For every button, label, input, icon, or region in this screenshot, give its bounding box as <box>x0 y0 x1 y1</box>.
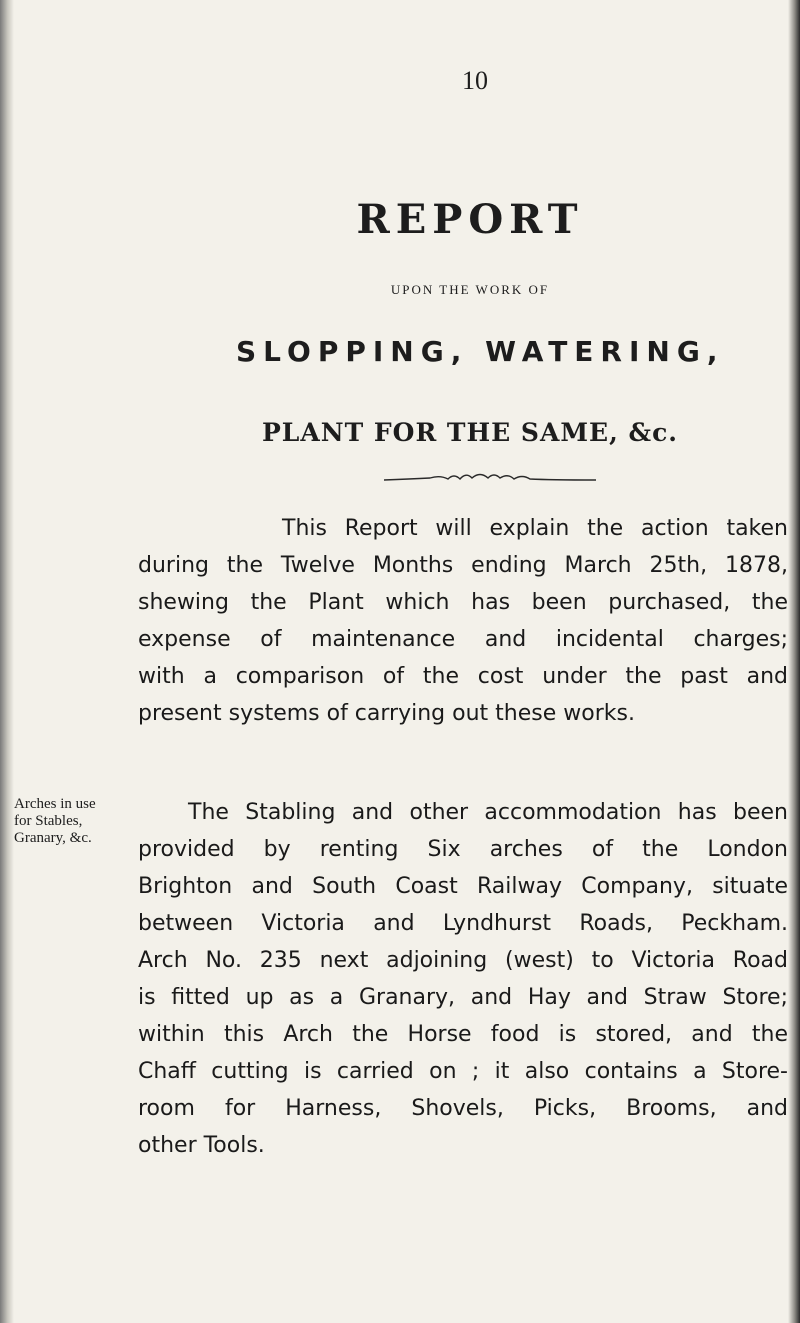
subtitle-main: SLOPPING, WATERING, <box>236 335 725 368</box>
margin-note-line: Arches in use <box>14 796 96 812</box>
margin-note <box>14 796 134 847</box>
paragraph-line: between Victoria and Lyndhurst Roads, Peckham. <box>138 911 788 936</box>
paragraph-line: during the Twelve Months ending March 25th, 1878, <box>138 553 788 578</box>
margin-note-line: Granary, &c. <box>14 830 92 846</box>
subtitle-upon: UPON THE WORK OF <box>390 282 550 297</box>
paragraph-line: with a comparison of the cost under the past and <box>138 664 788 689</box>
paragraph-line: room for Harness, Shovels, Picks, Brooms, and <box>138 1096 788 1121</box>
report-title: REPORT <box>356 196 584 243</box>
subtitle-plant: PLANT FOR THE SAME, &c. <box>261 418 678 447</box>
ornament-divider <box>380 470 600 488</box>
paragraph-line: shewing the Plant which has been purchased, the <box>138 590 788 615</box>
paragraph-line: other Tools. <box>138 1133 265 1158</box>
paragraph-line: provided by renting Six arches of the London <box>138 837 788 862</box>
stabling-paragraph <box>138 794 788 1164</box>
page-number: 10 <box>462 66 488 95</box>
paragraph-line: Arch No. 235 next adjoining (west) to Victoria Road <box>138 948 788 973</box>
paragraph-line: The Stabling and other accommodation has been <box>188 800 788 825</box>
intro-paragraph <box>138 510 788 732</box>
paragraph-line: is fitted up as a Granary, and Hay and Straw Store; <box>138 985 788 1010</box>
paragraph-line: Chaff cutting is carried on ; it also contains a Store- <box>138 1059 788 1084</box>
margin-note-line: for Stables, <box>14 813 83 829</box>
paragraph-line: within this Arch the Horse food is stored, and the <box>138 1022 788 1047</box>
paragraph-line: expense of maintenance and incidental charges; <box>138 627 788 652</box>
paragraph-line: This Report will explain the action taken <box>282 516 788 541</box>
paragraph-line: Brighton and South Coast Railway Company, situate <box>138 874 788 899</box>
paragraph-line: present systems of carrying out these works. <box>138 701 635 726</box>
